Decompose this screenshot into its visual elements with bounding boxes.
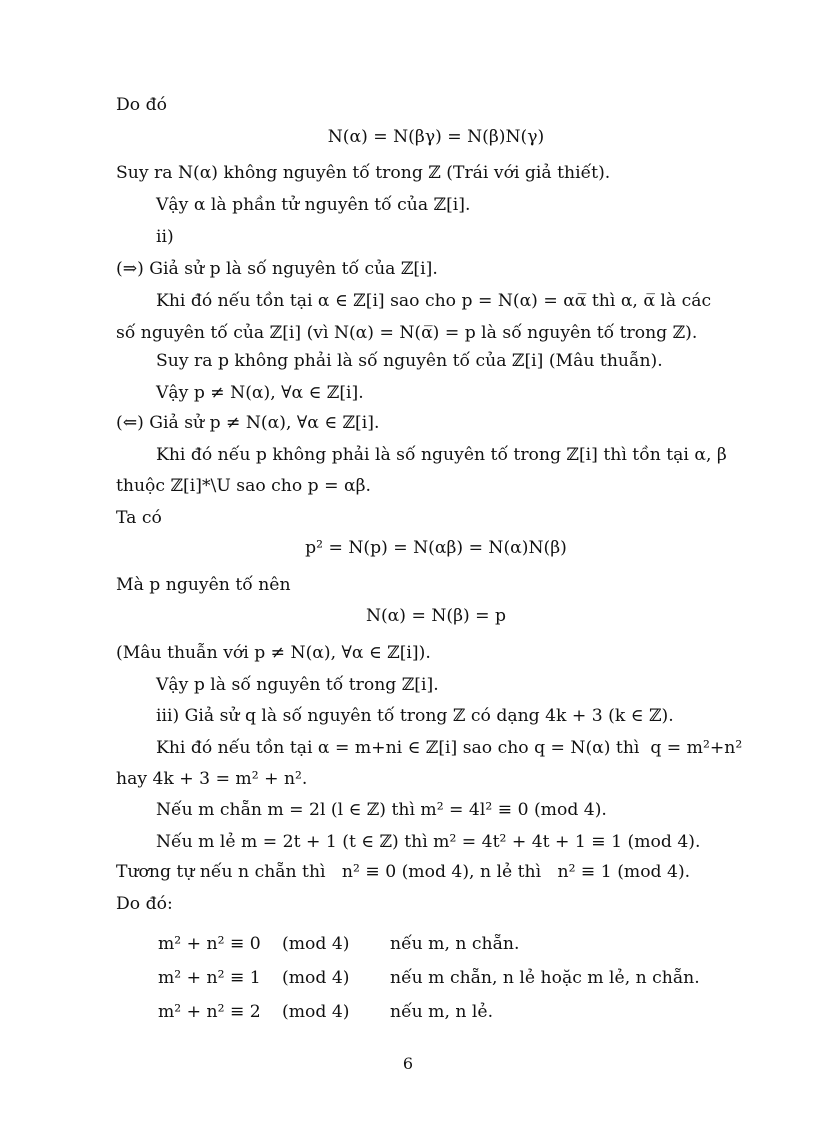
text-line: Vậy α là phần tử nguyên tố của ℤ[i]. [156, 195, 471, 215]
text-line: Nếu m lẻ m = 2t + 1 (t ∈ ℤ) thì m² = 4t² + 4t + 1 ≡ 1 (mod 4). [156, 832, 701, 852]
text-line: số nguyên tố của ℤ[i] (vì N(α) = N(α̅) = p là số nguyên tố trong ℤ). [116, 323, 698, 343]
text-line: Do đó: [116, 894, 173, 914]
case-modulus: (mod 4) [282, 968, 350, 988]
case-expression: m² + n² ≡ 0 [158, 934, 261, 954]
display-equation: N(α) = N(β) = p [365, 606, 507, 626]
text-line: Mà p nguyên tố nên [116, 575, 291, 595]
display-equation: N(α) = N(βγ) = N(β)N(γ) [327, 127, 545, 147]
case-condition: nếu m chẵn, n lẻ hoặc m lẻ, n chẵn. [390, 968, 700, 988]
text-line: iii) Giả sử q là số nguyên tố trong ℤ có dạng 4k + 3 (k ∈ ℤ). [156, 706, 674, 726]
case-condition: nếu m, n lẻ. [390, 1002, 494, 1022]
display-equation: p² = N(p) = N(αβ) = N(α)N(β) [305, 538, 567, 558]
text-line: hay 4k + 3 = m² + n². [116, 769, 308, 789]
case-condition: nếu m, n chẵn. [390, 934, 520, 954]
text-line: thuộc ℤ[i]*\U sao cho p = αβ. [116, 476, 371, 496]
case-modulus: (mod 4) [282, 1002, 350, 1022]
text-line: Ta có [116, 508, 162, 528]
text-line: Do đó [116, 95, 167, 115]
text-line: Tương tự nếu n chẵn thì n² ≡ 0 (mod 4), n lẻ thì n² ≡ 1 (mod 4). [116, 862, 691, 882]
text-line: (Mâu thuẫn với p ≠ N(α), ∀α ∈ ℤ[i]). [116, 643, 431, 663]
case-row [158, 929, 758, 959]
case-row [158, 963, 758, 993]
text-line: Vậy p là số nguyên tố trong ℤ[i]. [156, 675, 439, 695]
page-number: 6 [402, 1054, 414, 1073]
case-expression: m² + n² ≡ 2 [158, 1002, 261, 1022]
text-line: Nếu m chẵn m = 2l (l ∈ ℤ) thì m² = 4l² ≡ 0 (mod 4). [156, 800, 607, 820]
text-line: Suy ra N(α) không nguyên tố trong ℤ (Trái với giả thiết). [116, 163, 611, 183]
text-line: Suy ra p không phải là số nguyên tố của ℤ[i] (Mâu thuẫn). [156, 351, 663, 371]
text-line: Khi đó nếu tồn tại α ∈ ℤ[i] sao cho p = N(α) = αα̅ thì α, α̅ là các [156, 291, 712, 311]
case-expression: m² + n² ≡ 1 [158, 968, 261, 988]
text-line: (⇒) Giả sử p là số nguyên tố của ℤ[i]. [116, 259, 438, 279]
case-modulus: (mod 4) [282, 934, 350, 954]
text-line: Khi đó nếu tồn tại α = m+ni ∈ ℤ[i] sao cho q = N(α) thì q = m²+n² [156, 738, 743, 758]
text-line: Vậy p ≠ N(α), ∀α ∈ ℤ[i]. [156, 383, 364, 403]
text-line: (⇐) Giả sử p ≠ N(α), ∀α ∈ ℤ[i]. [116, 413, 380, 433]
text-line: Khi đó nếu p không phải là số nguyên tố trong ℤ[i] thì tồn tại α, β [156, 445, 727, 465]
case-row [158, 997, 758, 1027]
text-line: ii) [156, 227, 174, 247]
